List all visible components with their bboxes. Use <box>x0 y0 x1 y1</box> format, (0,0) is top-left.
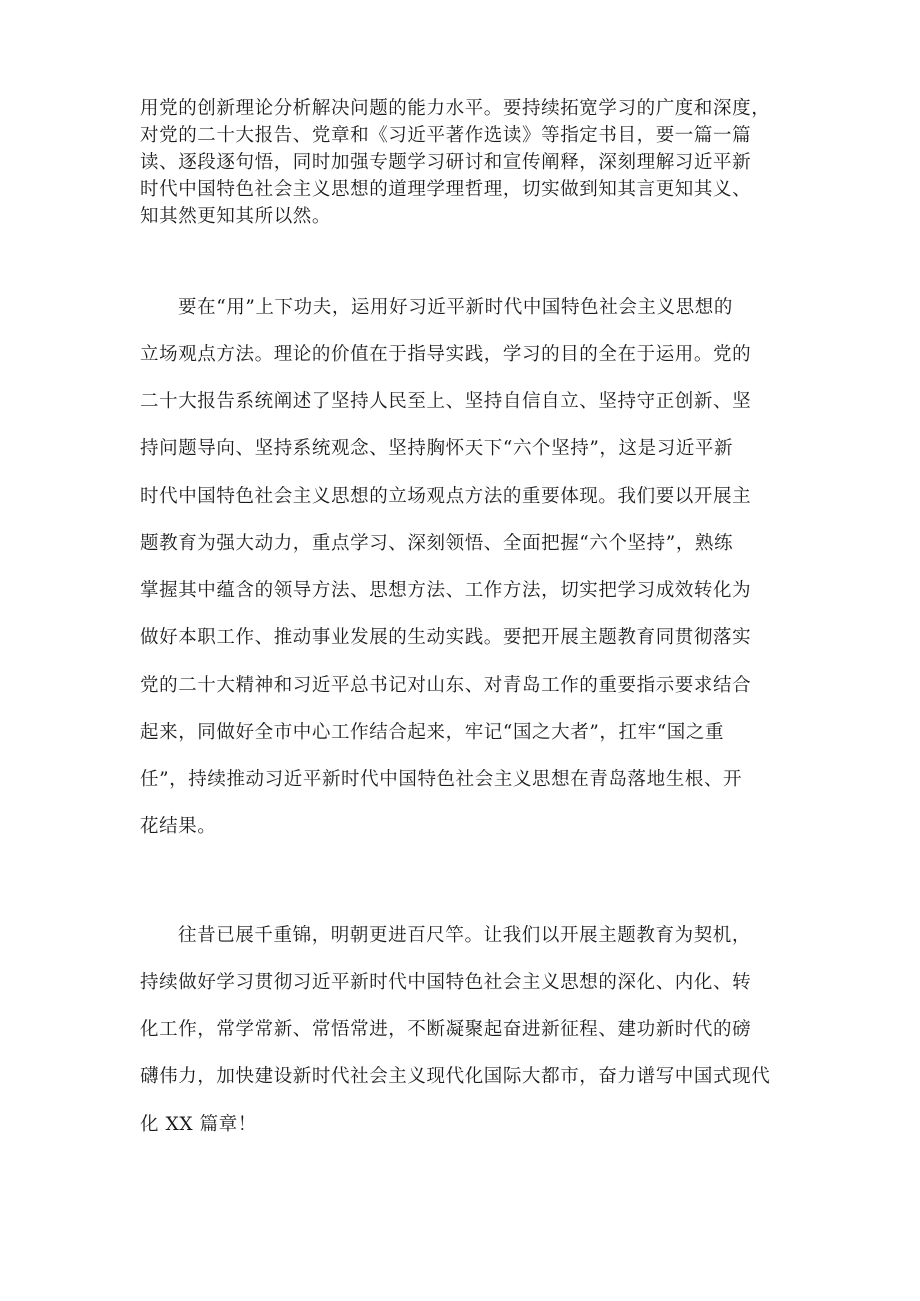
paragraph-line: 时代中国特色社会主义思想的道理学理哲理，切实做到知其言更知其义、 <box>140 179 752 200</box>
paragraph-line: 题教育为强大动力，重点学习、深刻领悟、全面把握“六个坚持”，熟练 <box>140 533 734 554</box>
paragraph-line: 知其然更知其所以然。 <box>140 206 332 227</box>
paragraph-line: 持续做好学习贯彻习近平新时代中国特色社会主义思想的深化、内化、转 <box>140 972 752 993</box>
paragraph-line: 掌握其中蕴含的领导方法、思想方法、工作方法，切实把学习成效转化为 <box>140 580 752 601</box>
paragraph-line: 化工作，常学常新、常悟常进，不断凝聚起奋进新征程、建功新时代的磅 <box>140 1019 752 1040</box>
paragraph-line: 读、逐段逐句悟，同时加强专题学习研讨和宣传阐释，深刻理解习近平新 <box>140 152 752 173</box>
paragraph-line: 立场观点方法。理论的价值在于指导实践，学习的目的全在于运用。党的 <box>140 344 752 365</box>
paragraph-line: 起来，同做好全市中心工作结合起来，牢记“国之大者”，扛牢“国之重 <box>140 722 725 743</box>
paragraph-line: 对党的二十大报告、党章和《习近平著作选读》等指定书目，要一篇一篇 <box>140 125 752 146</box>
paragraph-line: 要在“用”上下功夫，运用好习近平新时代中国特色社会主义思想的 <box>178 297 733 318</box>
paragraph-line: 任”，持续推动习近平新时代中国特色社会主义思想在青岛落地生根、开 <box>140 769 743 790</box>
paragraph-line: 时代中国特色社会主义思想的立场观点方法的重要体现。我们要以开展主 <box>140 486 752 507</box>
paragraph-line: 往昔已展千重锦，明朝更进百尺竿。让我们以开展主题教育为契机， <box>178 925 752 946</box>
paragraph-line: 做好本职工作、推动事业发展的生动实践。要把开展主题教育同贯彻落实 <box>140 627 752 648</box>
paragraph-line: 化 XX 篇章！ <box>140 1114 257 1135</box>
paragraph-line: 持问题导向、坚持系统观念、坚持胸怀天下“六个坚持”，这是习近平新 <box>140 438 734 459</box>
paragraph-line: 党的二十大精神和习近平总书记对山东、对青岛工作的重要指示要求结合 <box>140 675 752 696</box>
paragraph-line: 二十大报告系统阐述了坚持人民至上、坚持自信自立、坚持守正创新、坚 <box>140 391 752 412</box>
paragraph-line: 花结果。 <box>140 816 217 837</box>
paragraph-line: 用党的创新理论分析解决问题的能力水平。要持续拓宽学习的广度和深度， <box>140 98 771 119</box>
paragraph-line: 礴伟力，加快建设新时代社会主义现代化国际大都市，奋力谱写中国式现代 <box>140 1066 771 1087</box>
